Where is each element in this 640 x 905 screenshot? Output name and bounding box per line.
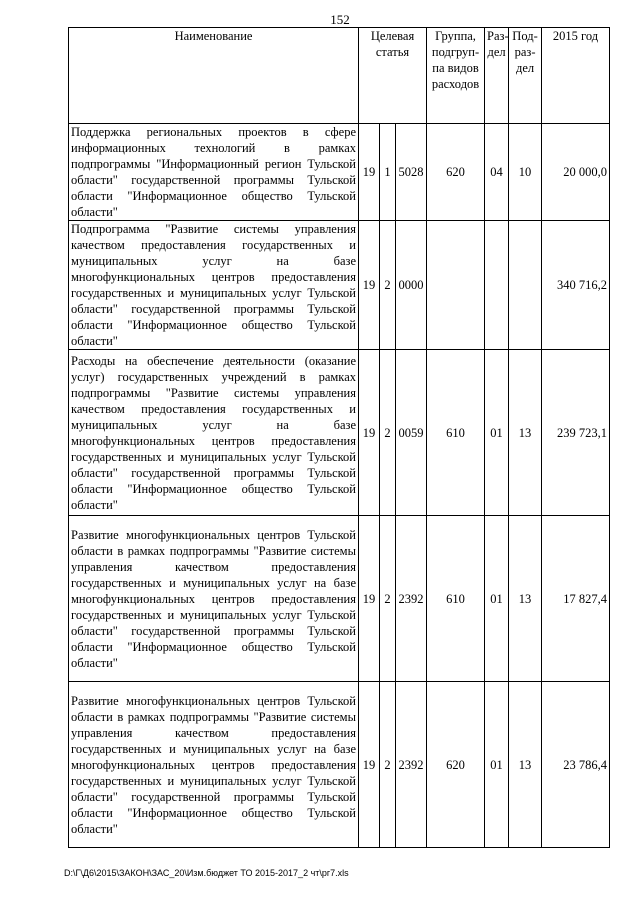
- row-group: [427, 221, 485, 350]
- row-group: 620: [427, 682, 485, 848]
- row-subsection: 10: [509, 124, 542, 221]
- row-section: 01: [485, 350, 509, 516]
- row-name: Расходы на обеспечение деятельности (оказание услуг) государственных учреждений в рамках подпрограммы "Развитие системы управления качеством предоставления государственных и муниципальных услуг на базе многофункциональных центров предоставления государственных и муниципальных услуг Тульской области" государственной программы Тульской области "Информационное общество Тульской области": [69, 350, 359, 516]
- row-subsection: 13: [509, 516, 542, 682]
- table-row: [69, 516, 610, 682]
- header-group: Группа, подгруп-па видов расходов: [427, 28, 485, 124]
- row-name: Развитие многофункциональных центров Тульской области в рамках подпрограммы "Развитие системы управления качеством предоставления государственных и муниципальных услуг на базе многофункциональных центров предоставления государственных и муниципальных услуг Тульской области" государственной программы Тульской области "Информационное общество Тульской области": [69, 516, 359, 682]
- page-number: 152: [330, 12, 350, 27]
- row-section: 01: [485, 516, 509, 682]
- header-year: 2015 год: [542, 28, 610, 124]
- row-section: [485, 221, 509, 350]
- header-row: [69, 28, 610, 124]
- row-group: 610: [427, 350, 485, 516]
- row-cs2: 2: [380, 221, 396, 350]
- row-subsection: [509, 221, 542, 350]
- row-group: 620: [427, 124, 485, 221]
- row-cs1: 19: [359, 682, 380, 848]
- header-target-article: Целевая статья: [359, 28, 427, 124]
- table-row: [69, 124, 610, 221]
- header-section: Раз-дел: [485, 28, 509, 124]
- row-cs2: 1: [380, 124, 396, 221]
- row-amount: 17 827,4: [542, 516, 610, 682]
- row-amount: 340 716,2: [542, 221, 610, 350]
- budget-table: [68, 27, 610, 848]
- row-cs2: 2: [380, 682, 396, 848]
- row-name: Поддержка региональных проектов в сфере информационных технологий в рамках подпрограммы "Информационный регион Тульской области" государственной программы Тульской области "Информационное общество Тульской области": [69, 124, 359, 221]
- row-cs2: 2: [380, 516, 396, 682]
- row-cs1: 19: [359, 124, 380, 221]
- row-subsection: 13: [509, 350, 542, 516]
- header-subsection: Под-раз-дел: [509, 28, 542, 124]
- table-row: [69, 350, 610, 516]
- row-amount: 23 786,4: [542, 682, 610, 848]
- table-row: [69, 221, 610, 350]
- row-amount: 239 723,1: [542, 350, 610, 516]
- row-cs3: 5028: [396, 124, 427, 221]
- row-cs3: 2392: [396, 516, 427, 682]
- row-cs3: 0000: [396, 221, 427, 350]
- file-path-footer: D:\Г\Д6\2015\ЗАКОН\ЗАС_20\Изм.бюджет ТО 2015-2017_2 чт\рг7.xls: [64, 868, 349, 878]
- row-section: 01: [485, 682, 509, 848]
- row-subsection: 13: [509, 682, 542, 848]
- row-name: Развитие многофункциональных центров Тульской области в рамках подпрограммы "Развитие системы управления качеством предоставления государственных и муниципальных услуг на базе многофункциональных центров предоставления государственных и муниципальных услуг Тульской области" государственной программы Тульской области "Информационное общество Тульской области": [69, 682, 359, 848]
- header-name: Наименование: [69, 28, 359, 124]
- row-cs3: 0059: [396, 350, 427, 516]
- row-section: 04: [485, 124, 509, 221]
- row-cs1: 19: [359, 350, 380, 516]
- row-cs2: 2: [380, 350, 396, 516]
- row-group: 610: [427, 516, 485, 682]
- row-name: Подпрограмма "Развитие системы управления качеством предоставления государственных и муниципальных услуг на базе многофункциональных центров предоставления государственных и муниципальных услуг Тульской области" государственной программы Тульской области "Информационное общество Тульской области": [69, 221, 359, 350]
- row-amount: 20 000,0: [542, 124, 610, 221]
- row-cs3: 2392: [396, 682, 427, 848]
- row-cs1: 19: [359, 221, 380, 350]
- table-row: [69, 682, 610, 848]
- row-cs1: 19: [359, 516, 380, 682]
